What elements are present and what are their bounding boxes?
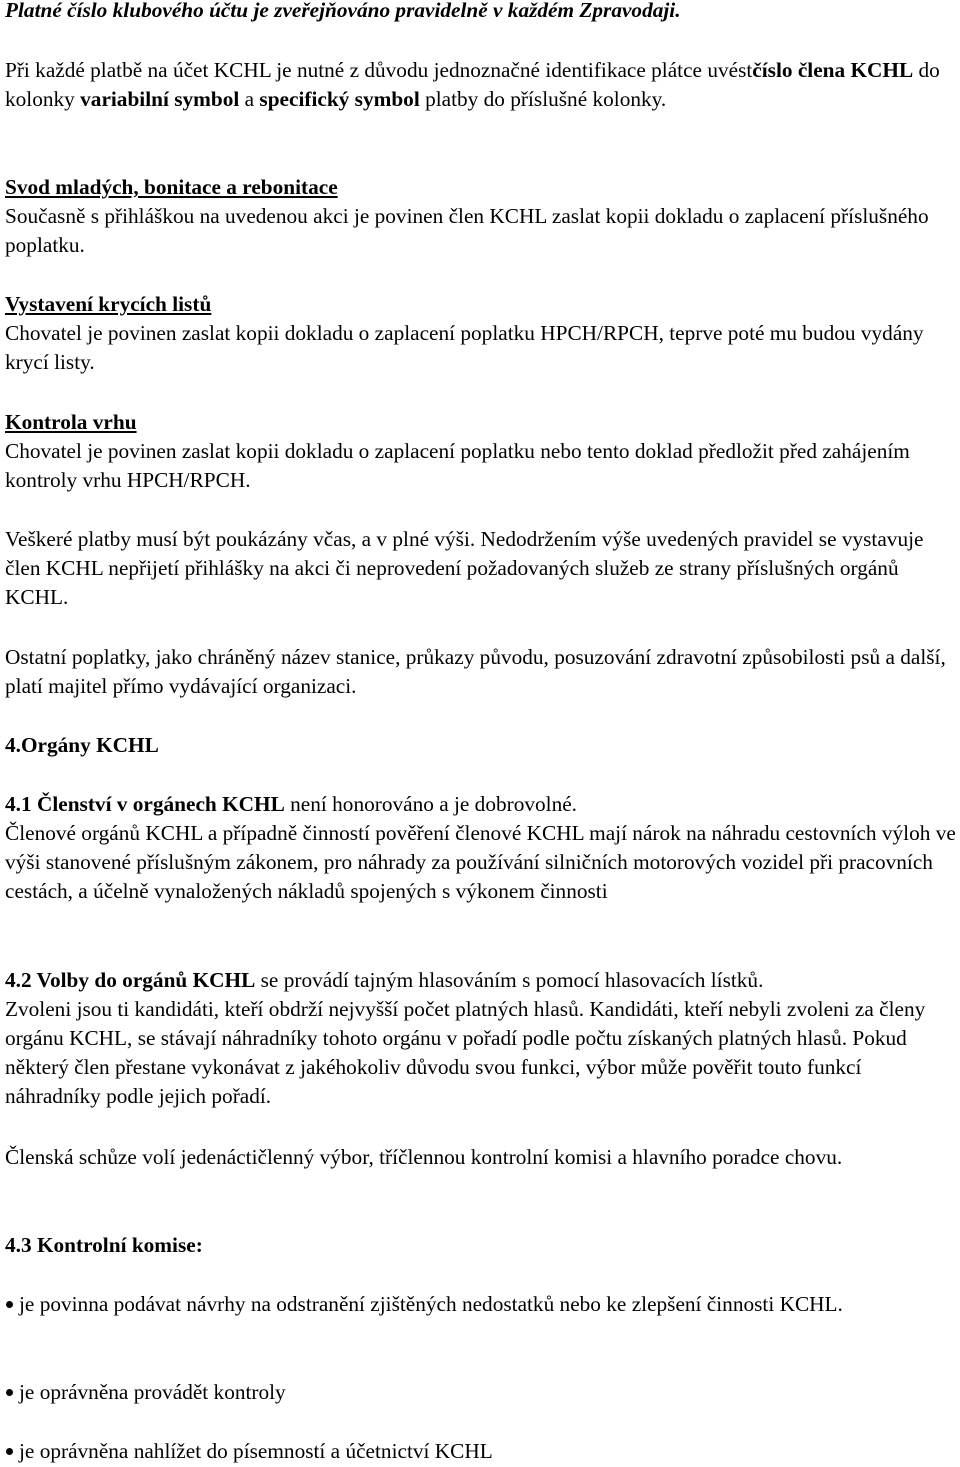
intro-text-c: do kolonky bbox=[5, 58, 940, 111]
section-4-2-heading-rest: se provádí tajným hlasováním s pomocí hlasovacích lístků. bbox=[255, 968, 764, 992]
intro-bold-member-number: číslo člena KCHL bbox=[752, 58, 914, 82]
intro-line: Platné číslo klubového účtu je zveřejňováno pravidelně v každém Zpravodaji. bbox=[5, 0, 681, 22]
section-text: Chovatel je povinen zaslat kopii dokladu o zaplacení poplatku HPCH/RPCH, teprve poté mu budou vydány krycí listy. bbox=[5, 321, 924, 374]
section-4-2 bbox=[5, 966, 957, 1111]
section-text: Chovatel je povinen zaslat kopii dokladu o zaplacení poplatku nebo tento doklad předložit před zahájením kontroly vrhu HPCH/RPCH. bbox=[5, 439, 910, 492]
intro-bold-variable-symbol: variabilní symbol bbox=[80, 87, 240, 111]
paragraph-platby: Veškeré platby musí být poukázány včas, a v plné výši. Nedodržením výše uvedených pravidel se vystavuje člen KCHL nepřijetí přihlášky na akci či neprovedení požadovaných služeb ze strany příslušných orgánů KCHL. bbox=[5, 527, 924, 609]
list-item bbox=[5, 1437, 957, 1466]
list-item-text: je oprávněna nahlížet do písemností a účetnictví KCHL bbox=[19, 1439, 493, 1463]
list-item-text: je povinna podávat návrhy na odstranění zjištěných nedostatků nebo ke zlepšení činnosti KCHL. bbox=[19, 1292, 843, 1316]
section-heading: Vystavení krycích listů bbox=[5, 292, 212, 316]
intro-text-g: platby do příslušné kolonky. bbox=[419, 87, 667, 111]
section-4-2-text: Zvoleni jsou ti kandidáti, kteří obdrží nejvyšší počet platných hlasů. Kandidáti, kteří nebyli zvoleni za členy orgánu KCHL, se stávají náhradníky tohoto orgánu v pořadí podle počtu získaných platných hlasů. Pokud některý člen přestane vykonávat z jakéhokoliv důvodu svou funkci, výbor může pověřit touto funkcí náhradníky podle jejich pořadí. bbox=[5, 997, 926, 1108]
section-kontrola-vrhu bbox=[5, 408, 957, 495]
list-item bbox=[5, 1378, 957, 1407]
section-4-1-heading-rest: není honorováno a je dobrovolné. bbox=[284, 792, 577, 816]
bullet-icon bbox=[6, 1301, 13, 1308]
list-item-text: je oprávněna provádět kontroly bbox=[19, 1380, 286, 1404]
list-item bbox=[5, 1290, 957, 1319]
heading-organy: 4.Orgány KCHL bbox=[5, 733, 159, 757]
heading-4-3: 4.3 Kontrolní komise: bbox=[5, 1233, 203, 1257]
section-4-1 bbox=[5, 790, 957, 906]
bullet-icon bbox=[6, 1448, 13, 1455]
intro-text-a: Při každé platbě na účet KCHL je nutné z důvodu jednoznačné identifikace plátce uvést bbox=[5, 58, 753, 82]
bullet-icon bbox=[6, 1389, 13, 1396]
section-4-1-text: Členové orgánů KCHL a případně činností pověření členové KCHL mají nárok na náhradu cestovních výloh ve výši stanovené příslušným zákonem, pro náhrady za používání silničních motorových vozidel při pracovních cestách, a účelně vynaložených nákladů spojených s výkonem činnosti bbox=[5, 821, 956, 903]
section-4-2-heading: 4.2 Volby do orgánů KCHL bbox=[5, 968, 256, 992]
section-text: Současně s přihláškou na uvedenou akci je povinen člen KCHL zaslat kopii dokladu o zaplacení příslušného poplatku. bbox=[5, 204, 929, 257]
section-svod bbox=[5, 173, 957, 260]
paragraph-ostatni-poplatky: Ostatní poplatky, jako chráněný název stanice, průkazy původu, posuzování zdravotní způsobilosti psů a další, platí majitel přímo vydávající organizaci. bbox=[5, 645, 946, 698]
paragraph-clenska-schuze: Členská schůze volí jedenáctičlenný výbor, tříčlennou kontrolní komisi a hlavního poradce chovu. bbox=[5, 1145, 843, 1169]
section-kryci-listy bbox=[5, 290, 957, 377]
section-4-1-title bbox=[5, 790, 957, 819]
intro-bold-specific-symbol: specifický symbol bbox=[259, 87, 420, 111]
section-4-1-heading: 4.1 Členství v orgánech KCHL bbox=[5, 792, 285, 816]
section-heading: Kontrola vrhu bbox=[5, 410, 137, 434]
intro-text-e: a bbox=[239, 87, 260, 111]
intro-paragraph bbox=[5, 56, 957, 114]
section-heading: Svod mladých, bonitace a rebonitace bbox=[5, 175, 338, 199]
section-4-2-title bbox=[5, 966, 957, 995]
